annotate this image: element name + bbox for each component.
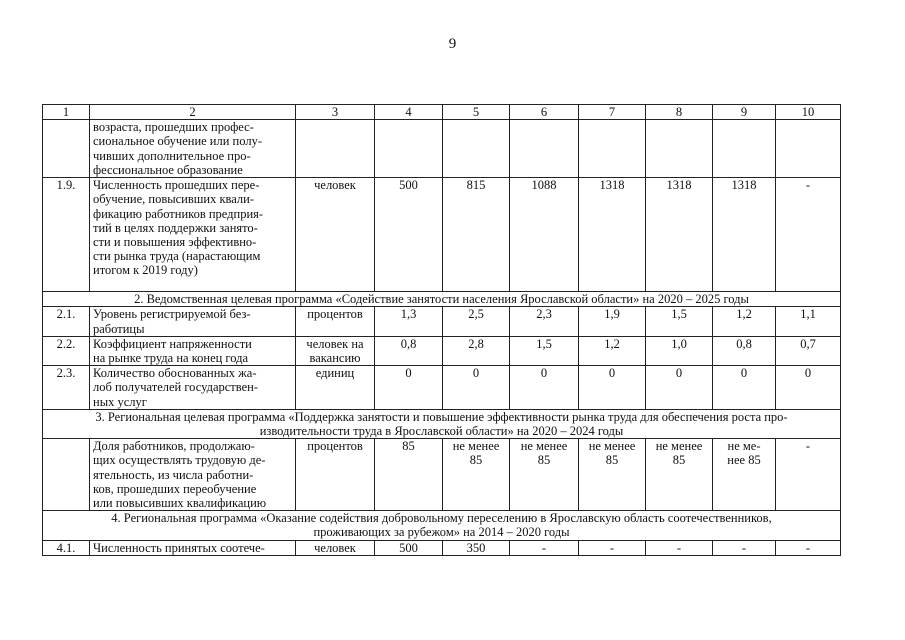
value-cell: - [776, 439, 841, 511]
row-number: 2.1. [43, 307, 90, 336]
unit-cell: единиц [296, 366, 375, 410]
row-number: 4.1. [43, 540, 90, 555]
value-cell: 2,3 [510, 307, 579, 336]
value-cell: - [510, 540, 579, 555]
table-row [43, 540, 841, 555]
value-cell: 1,0 [646, 336, 713, 365]
header-cell: 8 [646, 105, 713, 120]
section-row [43, 292, 841, 307]
value-cell: 1318 [713, 178, 776, 292]
column-number-row [43, 105, 841, 120]
value-cell: 0,7 [776, 336, 841, 365]
section-row [43, 511, 841, 540]
header-cell: 3 [296, 105, 375, 120]
table-row [43, 366, 841, 410]
value-cell: 350 [443, 540, 510, 555]
value-cell: - [776, 540, 841, 555]
value-cell: 1318 [646, 178, 713, 292]
value-cell [443, 120, 510, 178]
value-cell: не менее 85 [443, 439, 510, 511]
page-number: 9 [448, 36, 457, 52]
value-cell [510, 120, 579, 178]
indicator-name: Количество обоснованных жа- лоб получателей государствен- ных услуг [90, 366, 296, 410]
section-title: 2. Ведомственная целевая программа «Содействие занятости населения Ярославской области» на 2020 – 2025 годы [43, 292, 841, 307]
value-cell: 1,5 [510, 336, 579, 365]
row-number: 1.9. [43, 178, 90, 292]
value-cell [375, 120, 443, 178]
value-cell: 0 [443, 366, 510, 410]
value-cell: - [776, 178, 841, 292]
value-cell: - [646, 540, 713, 555]
value-cell: 500 [375, 540, 443, 555]
value-cell: 1,9 [579, 307, 646, 336]
value-cell: 1088 [510, 178, 579, 292]
value-cell [579, 120, 646, 178]
unit-cell: человек на вакансию [296, 336, 375, 365]
value-cell: 1,5 [646, 307, 713, 336]
section-title: 4. Региональная программа «Оказание содействия добровольному переселению в Ярославскую область соотечественников, проживающих за рубежом» на 2014 – 2020 годы [43, 511, 841, 540]
value-cell: 0 [375, 366, 443, 410]
value-cell: 2,8 [443, 336, 510, 365]
value-cell: 500 [375, 178, 443, 292]
table-row [43, 439, 841, 511]
value-cell [646, 120, 713, 178]
value-cell: 1,3 [375, 307, 443, 336]
row-number: 2.3. [43, 366, 90, 410]
value-cell: 0 [713, 366, 776, 410]
header-cell: 6 [510, 105, 579, 120]
value-cell: 0 [510, 366, 579, 410]
value-cell [713, 120, 776, 178]
table-row [43, 307, 841, 336]
value-cell: 1,2 [713, 307, 776, 336]
value-cell: 1318 [579, 178, 646, 292]
value-cell: 1,2 [579, 336, 646, 365]
value-cell: 0 [646, 366, 713, 410]
indicator-name: Численность прошедших пере- обучение, повысивших квали- фикацию работников предприя- тий в целях поддержки занято- сти и повышения эффективно- сти рынка труда (нарастающим итогом к 2019 году) [90, 178, 296, 292]
row-number: 2.2. [43, 336, 90, 365]
indicator-name: возраста, прошедших профес- сиональное обучение или полу- чивших дополнительное про- фессиональное образование [90, 120, 296, 178]
header-cell: 4 [375, 105, 443, 120]
indicator-name: Численность принятых соотече- [90, 540, 296, 555]
header-cell: 9 [713, 105, 776, 120]
value-cell: 0,8 [713, 336, 776, 365]
unit-cell: процентов [296, 439, 375, 511]
unit-cell: процентов [296, 307, 375, 336]
row-number [43, 120, 90, 178]
value-cell: 0 [579, 366, 646, 410]
value-cell: 1,1 [776, 307, 841, 336]
indicator-name: Уровень регистрируемой без- работицы [90, 307, 296, 336]
value-cell: 85 [375, 439, 443, 511]
value-cell: не менее 85 [579, 439, 646, 511]
table-row [43, 178, 841, 292]
indicator-name: Коэффициент напряженности на рынке труда на конец года [90, 336, 296, 365]
unit-cell [296, 120, 375, 178]
value-cell: не менее 85 [510, 439, 579, 511]
section-row [43, 409, 841, 438]
unit-cell: человек [296, 178, 375, 292]
value-cell [776, 120, 841, 178]
header-cell: 7 [579, 105, 646, 120]
value-cell: - [713, 540, 776, 555]
value-cell: 0,8 [375, 336, 443, 365]
value-cell: 2,5 [443, 307, 510, 336]
header-cell: 1 [43, 105, 90, 120]
indicator-name: Доля работников, продолжаю- щих осуществлять трудовую де- ятельность, из числа работни- ков, прошедших переобучение или повысивших квалификацию [90, 439, 296, 511]
value-cell: 815 [443, 178, 510, 292]
table-row [43, 120, 841, 178]
row-number [43, 439, 90, 511]
header-cell: 5 [443, 105, 510, 120]
value-cell: - [579, 540, 646, 555]
header-cell: 2 [90, 105, 296, 120]
value-cell: не менее 85 [646, 439, 713, 511]
value-cell: 0 [776, 366, 841, 410]
section-title: 3. Региональная целевая программа «Поддержка занятости и повышение эффективности рынка труда для обеспечения роста про- изводительности труда в Ярославской области» на 2020 – 2024 годы [43, 409, 841, 438]
table-row [43, 336, 841, 365]
header-cell: 10 [776, 105, 841, 120]
unit-cell: человек [296, 540, 375, 555]
value-cell: не ме- нее 85 [713, 439, 776, 511]
indicators-table [42, 104, 841, 556]
